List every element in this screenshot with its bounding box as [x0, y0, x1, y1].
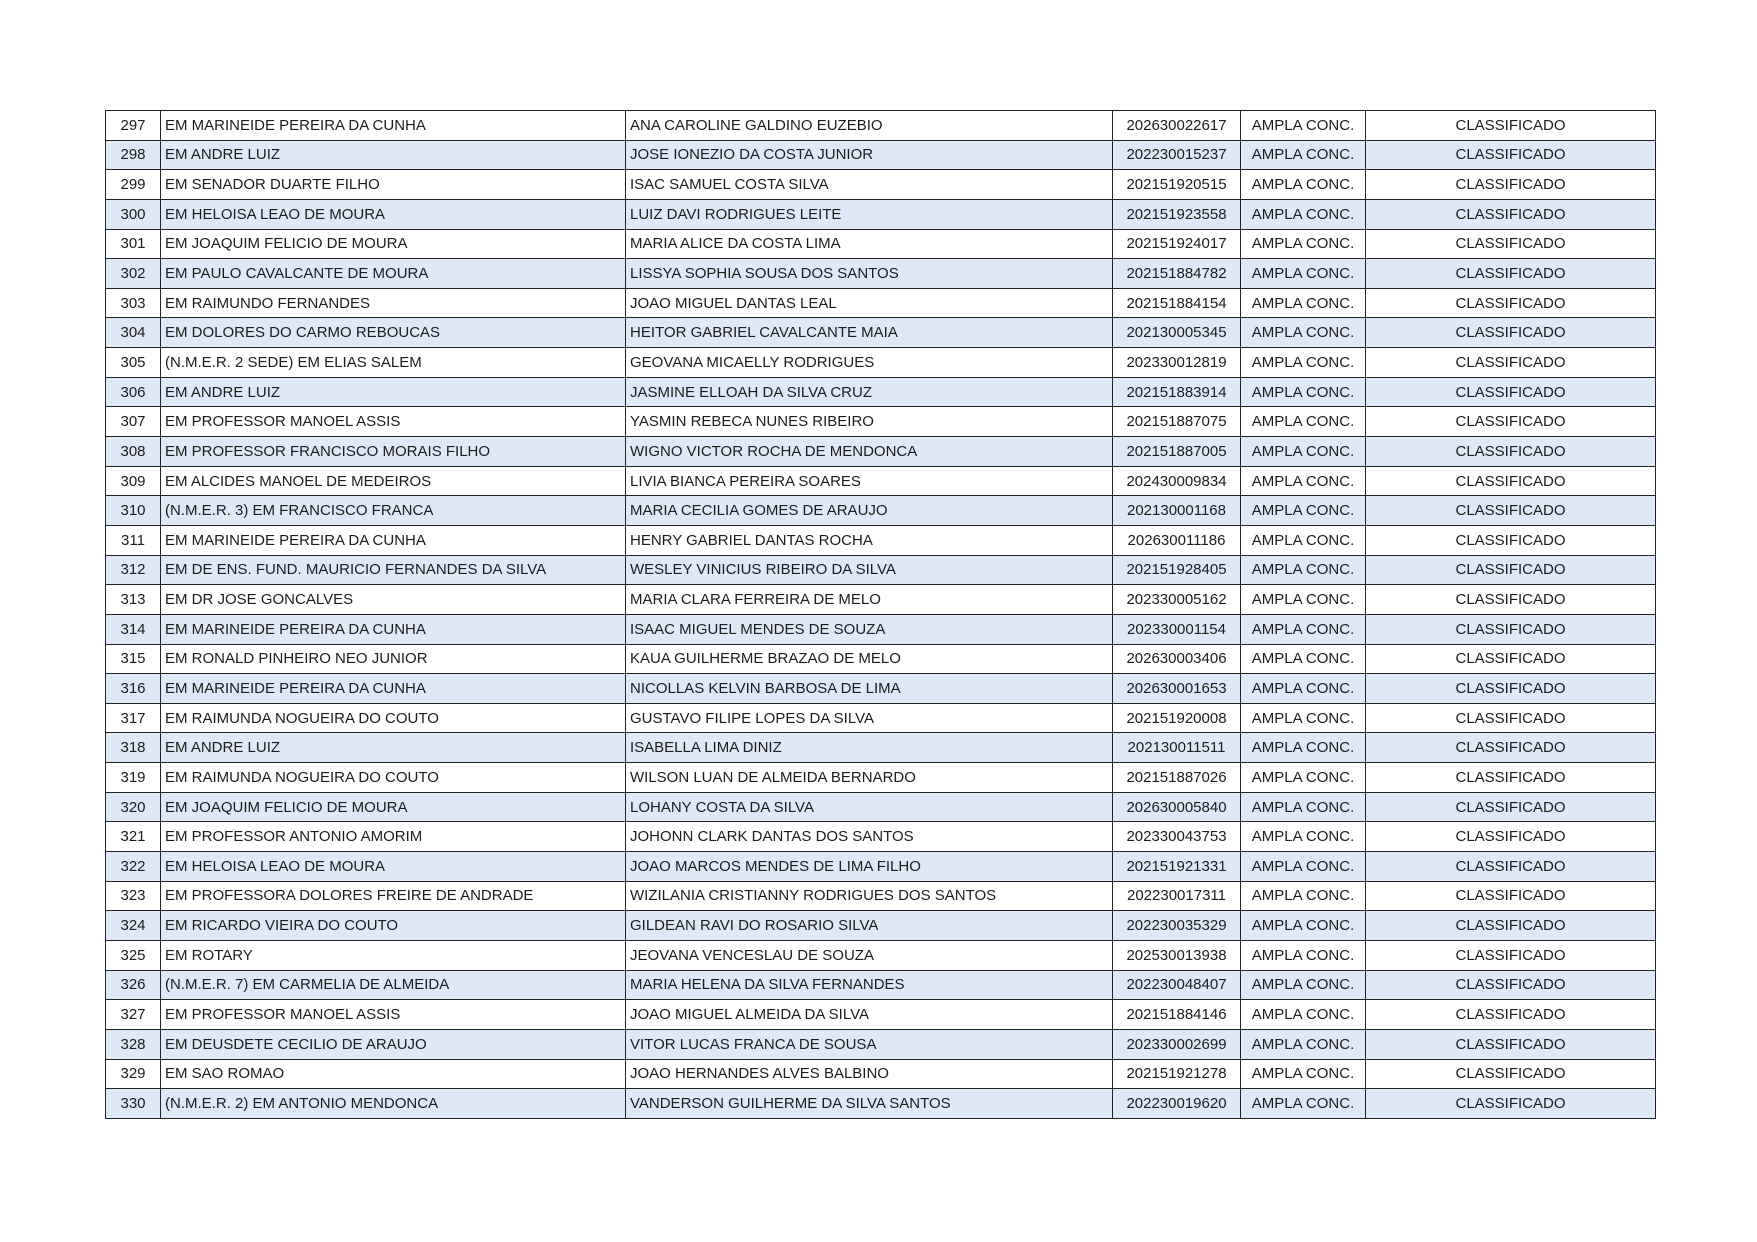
code-cell: 202330012819 — [1113, 348, 1241, 378]
rank-cell: 314 — [106, 614, 161, 644]
student-cell: MARIA CLARA FERREIRA DE MELO — [626, 585, 1113, 615]
category-cell: AMPLA CONC. — [1241, 1059, 1366, 1089]
table-row — [106, 1059, 1656, 1089]
rank-cell: 298 — [106, 140, 161, 170]
code-cell: 202130011511 — [1113, 733, 1241, 763]
code-cell: 202151887026 — [1113, 763, 1241, 793]
rank-cell: 324 — [106, 911, 161, 941]
school-cell: (N.M.E.R. 7) EM CARMELIA DE ALMEIDA — [161, 970, 626, 1000]
rank-cell: 325 — [106, 940, 161, 970]
table-row — [106, 199, 1656, 229]
table-row — [106, 377, 1656, 407]
school-cell: EM PROFESSOR MANOEL ASSIS — [161, 1000, 626, 1030]
rank-cell: 311 — [106, 525, 161, 555]
category-cell: AMPLA CONC. — [1241, 792, 1366, 822]
status-cell: CLASSIFICADO — [1366, 703, 1656, 733]
student-cell: MARIA ALICE DA COSTA LIMA — [626, 229, 1113, 259]
code-cell: 202330043753 — [1113, 822, 1241, 852]
student-cell: JASMINE ELLOAH DA SILVA CRUZ — [626, 377, 1113, 407]
category-cell: AMPLA CONC. — [1241, 348, 1366, 378]
category-cell: AMPLA CONC. — [1241, 881, 1366, 911]
table-row — [106, 140, 1656, 170]
rank-cell: 321 — [106, 822, 161, 852]
status-cell: CLASSIFICADO — [1366, 1029, 1656, 1059]
code-cell: 202151920008 — [1113, 703, 1241, 733]
code-cell: 202230017311 — [1113, 881, 1241, 911]
table-row — [106, 1000, 1656, 1030]
category-cell: AMPLA CONC. — [1241, 288, 1366, 318]
code-cell: 202230035329 — [1113, 911, 1241, 941]
school-cell: (N.M.E.R. 2) EM ANTONIO MENDONCA — [161, 1089, 626, 1119]
category-cell: AMPLA CONC. — [1241, 852, 1366, 882]
student-cell: WIZILANIA CRISTIANNY RODRIGUES DOS SANTOS — [626, 881, 1113, 911]
category-cell: AMPLA CONC. — [1241, 496, 1366, 526]
status-cell: CLASSIFICADO — [1366, 1059, 1656, 1089]
status-cell: CLASSIFICADO — [1366, 525, 1656, 555]
status-cell: CLASSIFICADO — [1366, 792, 1656, 822]
status-cell: CLASSIFICADO — [1366, 763, 1656, 793]
student-cell: JOAO MIGUEL ALMEIDA DA SILVA — [626, 1000, 1113, 1030]
category-cell: AMPLA CONC. — [1241, 140, 1366, 170]
status-cell: CLASSIFICADO — [1366, 111, 1656, 141]
code-cell: 202630022617 — [1113, 111, 1241, 141]
school-cell: EM PROFESSOR ANTONIO AMORIM — [161, 822, 626, 852]
table-row — [106, 644, 1656, 674]
status-cell: CLASSIFICADO — [1366, 288, 1656, 318]
category-cell: AMPLA CONC. — [1241, 674, 1366, 704]
school-cell: EM PROFESSOR FRANCISCO MORAIS FILHO — [161, 437, 626, 467]
student-cell: WILSON LUAN DE ALMEIDA BERNARDO — [626, 763, 1113, 793]
school-cell: (N.M.E.R. 3) EM FRANCISCO FRANCA — [161, 496, 626, 526]
status-cell: CLASSIFICADO — [1366, 170, 1656, 200]
student-cell: NICOLLAS KELVIN BARBOSA DE LIMA — [626, 674, 1113, 704]
code-cell: 202151883914 — [1113, 377, 1241, 407]
code-cell: 202330001154 — [1113, 614, 1241, 644]
category-cell: AMPLA CONC. — [1241, 822, 1366, 852]
code-cell: 202130001168 — [1113, 496, 1241, 526]
school-cell: EM MARINEIDE PEREIRA DA CUNHA — [161, 674, 626, 704]
category-cell: AMPLA CONC. — [1241, 703, 1366, 733]
table-row — [106, 407, 1656, 437]
code-cell: 202230019620 — [1113, 1089, 1241, 1119]
student-cell: LISSYA SOPHIA SOUSA DOS SANTOS — [626, 259, 1113, 289]
school-cell: EM ANDRE LUIZ — [161, 377, 626, 407]
student-cell: JEOVANA VENCESLAU DE SOUZA — [626, 940, 1113, 970]
code-cell: 202630003406 — [1113, 644, 1241, 674]
rank-cell: 318 — [106, 733, 161, 763]
rank-cell: 302 — [106, 259, 161, 289]
rank-cell: 307 — [106, 407, 161, 437]
rank-cell: 320 — [106, 792, 161, 822]
code-cell: 202151884146 — [1113, 1000, 1241, 1030]
category-cell: AMPLA CONC. — [1241, 970, 1366, 1000]
category-cell: AMPLA CONC. — [1241, 229, 1366, 259]
code-cell: 202330005162 — [1113, 585, 1241, 615]
category-cell: AMPLA CONC. — [1241, 644, 1366, 674]
school-cell: EM RONALD PINHEIRO NEO JUNIOR — [161, 644, 626, 674]
school-cell: EM RICARDO VIEIRA DO COUTO — [161, 911, 626, 941]
category-cell: AMPLA CONC. — [1241, 763, 1366, 793]
status-cell: CLASSIFICADO — [1366, 348, 1656, 378]
rank-cell: 317 — [106, 703, 161, 733]
student-cell: JOSE IONEZIO DA COSTA JUNIOR — [626, 140, 1113, 170]
code-cell: 202151887005 — [1113, 437, 1241, 467]
code-cell: 202430009834 — [1113, 466, 1241, 496]
student-cell: JOAO HERNANDES ALVES BALBINO — [626, 1059, 1113, 1089]
student-cell: HEITOR GABRIEL CAVALCANTE MAIA — [626, 318, 1113, 348]
student-cell: ISAAC MIGUEL MENDES DE SOUZA — [626, 614, 1113, 644]
rank-cell: 299 — [106, 170, 161, 200]
status-cell: CLASSIFICADO — [1366, 229, 1656, 259]
rank-cell: 322 — [106, 852, 161, 882]
status-cell: CLASSIFICADO — [1366, 940, 1656, 970]
table-row — [106, 970, 1656, 1000]
student-cell: LUIZ DAVI RODRIGUES LEITE — [626, 199, 1113, 229]
status-cell: CLASSIFICADO — [1366, 911, 1656, 941]
school-cell: EM MARINEIDE PEREIRA DA CUNHA — [161, 614, 626, 644]
rank-cell: 300 — [106, 199, 161, 229]
category-cell: AMPLA CONC. — [1241, 407, 1366, 437]
category-cell: AMPLA CONC. — [1241, 111, 1366, 141]
student-cell: ANA CAROLINE GALDINO EUZEBIO — [626, 111, 1113, 141]
student-cell: GEOVANA MICAELLY RODRIGUES — [626, 348, 1113, 378]
code-cell: 202151884154 — [1113, 288, 1241, 318]
code-cell: 202330002699 — [1113, 1029, 1241, 1059]
school-cell: EM HELOISA LEAO DE MOURA — [161, 852, 626, 882]
school-cell: EM RAIMUNDA NOGUEIRA DO COUTO — [161, 703, 626, 733]
student-cell: JOAO MARCOS MENDES DE LIMA FILHO — [626, 852, 1113, 882]
table-row — [106, 674, 1656, 704]
table-row — [106, 170, 1656, 200]
table-row — [106, 881, 1656, 911]
rank-cell: 330 — [106, 1089, 161, 1119]
rank-cell: 304 — [106, 318, 161, 348]
rank-cell: 315 — [106, 644, 161, 674]
school-cell: EM SAO ROMAO — [161, 1059, 626, 1089]
rank-cell: 312 — [106, 555, 161, 585]
status-cell: CLASSIFICADO — [1366, 674, 1656, 704]
table-row — [106, 288, 1656, 318]
status-cell: CLASSIFICADO — [1366, 614, 1656, 644]
table-row — [106, 466, 1656, 496]
student-cell: YASMIN REBECA NUNES RIBEIRO — [626, 407, 1113, 437]
table-row — [106, 614, 1656, 644]
table-row — [106, 703, 1656, 733]
status-cell: CLASSIFICADO — [1366, 318, 1656, 348]
school-cell: EM MARINEIDE PEREIRA DA CUNHA — [161, 525, 626, 555]
table-row — [106, 318, 1656, 348]
school-cell: EM PAULO CAVALCANTE DE MOURA — [161, 259, 626, 289]
table-row — [106, 1089, 1656, 1119]
table-row — [106, 348, 1656, 378]
category-cell: AMPLA CONC. — [1241, 1000, 1366, 1030]
table-row — [106, 822, 1656, 852]
school-cell: (N.M.E.R. 2 SEDE) EM ELIAS SALEM — [161, 348, 626, 378]
category-cell: AMPLA CONC. — [1241, 940, 1366, 970]
category-cell: AMPLA CONC. — [1241, 437, 1366, 467]
table-row — [106, 911, 1656, 941]
category-cell: AMPLA CONC. — [1241, 1089, 1366, 1119]
category-cell: AMPLA CONC. — [1241, 585, 1366, 615]
code-cell: 202151923558 — [1113, 199, 1241, 229]
student-cell: LOHANY COSTA DA SILVA — [626, 792, 1113, 822]
table-row — [106, 733, 1656, 763]
table-row — [106, 525, 1656, 555]
table-row — [106, 585, 1656, 615]
student-cell: VITOR LUCAS FRANCA DE SOUSA — [626, 1029, 1113, 1059]
table-row — [106, 229, 1656, 259]
code-cell: 202530013938 — [1113, 940, 1241, 970]
table-row — [106, 111, 1656, 141]
rank-cell: 316 — [106, 674, 161, 704]
category-cell: AMPLA CONC. — [1241, 318, 1366, 348]
rank-cell: 310 — [106, 496, 161, 526]
table-row — [106, 1029, 1656, 1059]
student-cell: KAUA GUILHERME BRAZAO DE MELO — [626, 644, 1113, 674]
student-cell: LIVIA BIANCA PEREIRA SOARES — [626, 466, 1113, 496]
rank-cell: 329 — [106, 1059, 161, 1089]
school-cell: EM ANDRE LUIZ — [161, 140, 626, 170]
table-row — [106, 763, 1656, 793]
student-cell: MARIA CECILIA GOMES DE ARAUJO — [626, 496, 1113, 526]
code-cell: 202230015237 — [1113, 140, 1241, 170]
rank-cell: 297 — [106, 111, 161, 141]
code-cell: 202151887075 — [1113, 407, 1241, 437]
student-cell: VANDERSON GUILHERME DA SILVA SANTOS — [626, 1089, 1113, 1119]
school-cell: EM SENADOR DUARTE FILHO — [161, 170, 626, 200]
table-row — [106, 940, 1656, 970]
school-cell: EM RAIMUNDA NOGUEIRA DO COUTO — [161, 763, 626, 793]
student-cell: MARIA HELENA DA SILVA FERNANDES — [626, 970, 1113, 1000]
code-cell: 202630005840 — [1113, 792, 1241, 822]
status-cell: CLASSIFICADO — [1366, 822, 1656, 852]
code-cell: 202151921331 — [1113, 852, 1241, 882]
school-cell: EM HELOISA LEAO DE MOURA — [161, 199, 626, 229]
status-cell: CLASSIFICADO — [1366, 644, 1656, 674]
code-cell: 202630001653 — [1113, 674, 1241, 704]
rank-cell: 301 — [106, 229, 161, 259]
category-cell: AMPLA CONC. — [1241, 259, 1366, 289]
status-cell: CLASSIFICADO — [1366, 1000, 1656, 1030]
code-cell: 202630011186 — [1113, 525, 1241, 555]
rank-cell: 323 — [106, 881, 161, 911]
code-cell: 202151884782 — [1113, 259, 1241, 289]
rank-cell: 303 — [106, 288, 161, 318]
category-cell: AMPLA CONC. — [1241, 199, 1366, 229]
status-cell: CLASSIFICADO — [1366, 585, 1656, 615]
category-cell: AMPLA CONC. — [1241, 377, 1366, 407]
rank-cell: 319 — [106, 763, 161, 793]
student-cell: WIGNO VICTOR ROCHA DE MENDONCA — [626, 437, 1113, 467]
status-cell: CLASSIFICADO — [1366, 140, 1656, 170]
school-cell: EM ROTARY — [161, 940, 626, 970]
student-cell: ISABELLA LIMA DINIZ — [626, 733, 1113, 763]
status-cell: CLASSIFICADO — [1366, 377, 1656, 407]
school-cell: EM DEUSDETE CECILIO DE ARAUJO — [161, 1029, 626, 1059]
student-cell: WESLEY VINICIUS RIBEIRO DA SILVA — [626, 555, 1113, 585]
code-cell: 202151920515 — [1113, 170, 1241, 200]
status-cell: CLASSIFICADO — [1366, 733, 1656, 763]
code-cell: 202230048407 — [1113, 970, 1241, 1000]
code-cell: 202151924017 — [1113, 229, 1241, 259]
rank-cell: 327 — [106, 1000, 161, 1030]
code-cell: 202151928405 — [1113, 555, 1241, 585]
student-cell: JOAO MIGUEL DANTAS LEAL — [626, 288, 1113, 318]
rank-cell: 328 — [106, 1029, 161, 1059]
rank-cell: 305 — [106, 348, 161, 378]
table-row — [106, 496, 1656, 526]
school-cell: EM DE ENS. FUND. MAURICIO FERNANDES DA SILVA — [161, 555, 626, 585]
results-table — [105, 110, 1656, 1119]
rank-cell: 313 — [106, 585, 161, 615]
category-cell: AMPLA CONC. — [1241, 170, 1366, 200]
school-cell: EM DR JOSE GONCALVES — [161, 585, 626, 615]
school-cell: EM PROFESSOR MANOEL ASSIS — [161, 407, 626, 437]
status-cell: CLASSIFICADO — [1366, 881, 1656, 911]
school-cell: EM PROFESSORA DOLORES FREIRE DE ANDRADE — [161, 881, 626, 911]
status-cell: CLASSIFICADO — [1366, 970, 1656, 1000]
status-cell: CLASSIFICADO — [1366, 199, 1656, 229]
school-cell: EM ALCIDES MANOEL DE MEDEIROS — [161, 466, 626, 496]
status-cell: CLASSIFICADO — [1366, 555, 1656, 585]
school-cell: EM MARINEIDE PEREIRA DA CUNHA — [161, 111, 626, 141]
category-cell: AMPLA CONC. — [1241, 911, 1366, 941]
status-cell: CLASSIFICADO — [1366, 852, 1656, 882]
student-cell: HENRY GABRIEL DANTAS ROCHA — [626, 525, 1113, 555]
category-cell: AMPLA CONC. — [1241, 555, 1366, 585]
rank-cell: 308 — [106, 437, 161, 467]
category-cell: AMPLA CONC. — [1241, 614, 1366, 644]
school-cell: EM JOAQUIM FELICIO DE MOURA — [161, 229, 626, 259]
school-cell: EM RAIMUNDO FERNANDES — [161, 288, 626, 318]
rank-cell: 309 — [106, 466, 161, 496]
table-row — [106, 437, 1656, 467]
category-cell: AMPLA CONC. — [1241, 733, 1366, 763]
status-cell: CLASSIFICADO — [1366, 466, 1656, 496]
school-cell: EM ANDRE LUIZ — [161, 733, 626, 763]
student-cell: JOHONN CLARK DANTAS DOS SANTOS — [626, 822, 1113, 852]
rank-cell: 326 — [106, 970, 161, 1000]
category-cell: AMPLA CONC. — [1241, 466, 1366, 496]
status-cell: CLASSIFICADO — [1366, 437, 1656, 467]
status-cell: CLASSIFICADO — [1366, 1089, 1656, 1119]
table-row — [106, 259, 1656, 289]
category-cell: AMPLA CONC. — [1241, 525, 1366, 555]
code-cell: 202151921278 — [1113, 1059, 1241, 1089]
table-row — [106, 852, 1656, 882]
rank-cell: 306 — [106, 377, 161, 407]
category-cell: AMPLA CONC. — [1241, 1029, 1366, 1059]
status-cell: CLASSIFICADO — [1366, 496, 1656, 526]
code-cell: 202130005345 — [1113, 318, 1241, 348]
school-cell: EM JOAQUIM FELICIO DE MOURA — [161, 792, 626, 822]
student-cell: GUSTAVO FILIPE LOPES DA SILVA — [626, 703, 1113, 733]
status-cell: CLASSIFICADO — [1366, 259, 1656, 289]
school-cell: EM DOLORES DO CARMO REBOUCAS — [161, 318, 626, 348]
table-row — [106, 792, 1656, 822]
status-cell: CLASSIFICADO — [1366, 407, 1656, 437]
student-cell: ISAC SAMUEL COSTA SILVA — [626, 170, 1113, 200]
table-row — [106, 555, 1656, 585]
student-cell: GILDEAN RAVI DO ROSARIO SILVA — [626, 911, 1113, 941]
